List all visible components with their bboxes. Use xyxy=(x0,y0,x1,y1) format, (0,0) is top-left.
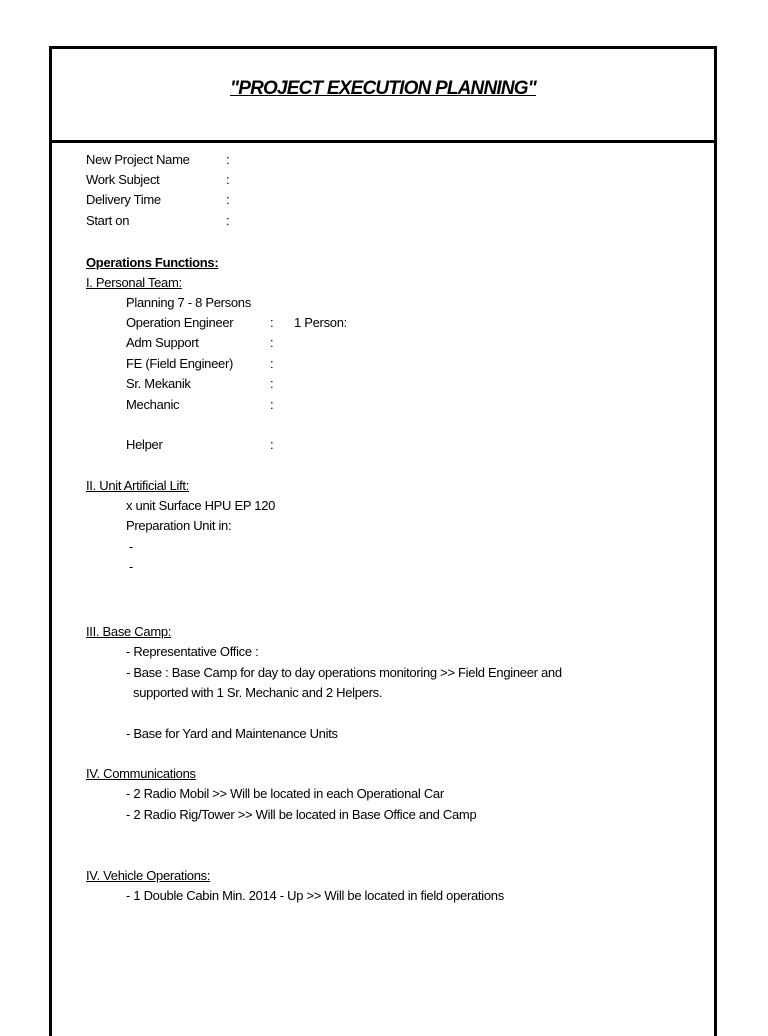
list-item: - xyxy=(129,539,134,554)
section-heading-communications: IV. Communications xyxy=(86,766,196,781)
list-item: supported with 1 Sr. Mechanic and 2 Helpers. xyxy=(133,685,383,700)
field-sep: : xyxy=(226,192,230,207)
list-item: Preparation Unit in: xyxy=(126,518,232,533)
list-item: - Base for Yard and Maintenance Units xyxy=(126,726,338,741)
section-heading-vehicle-operations: IV. Vehicle Operations: xyxy=(86,868,211,883)
planning-persons: Planning 7 - 8 Persons xyxy=(126,295,251,310)
list-item: - xyxy=(129,559,134,574)
role-label: Adm Support xyxy=(126,335,199,350)
field-sep: : xyxy=(226,213,230,228)
field-label-delivery-time: Delivery Time xyxy=(86,192,161,207)
list-item: - 1 Double Cabin Min. 2014 - Up >> Will be located in field operations xyxy=(126,888,504,903)
field-sep: : xyxy=(226,152,230,167)
field-label-project-name: New Project Name xyxy=(86,152,190,167)
role-sep: : xyxy=(270,356,274,371)
role-value: 1 Person: xyxy=(294,315,347,330)
role-sep: : xyxy=(270,376,274,391)
section-heading-artificial-lift: II. Unit Artificial Lift: xyxy=(86,478,190,493)
document-title: "PROJECT EXECUTION PLANNING" xyxy=(230,78,536,99)
section-heading-personal-team: I. Personal Team: xyxy=(86,275,182,290)
role-sep: : xyxy=(270,315,274,330)
role-sep: : xyxy=(270,335,274,350)
role-sep: : xyxy=(270,397,274,412)
role-label: FE (Field Engineer) xyxy=(126,356,234,371)
role-sep: : xyxy=(270,437,274,452)
role-label: Helper xyxy=(126,437,163,452)
role-label: Mechanic xyxy=(126,397,180,412)
list-item: - Base : Base Camp for day to day operations monitoring >> Field Engineer and xyxy=(126,665,562,680)
list-item: x unit Surface HPU EP 120 xyxy=(126,498,276,513)
field-label-start-on: Start on xyxy=(86,213,130,228)
list-item: - 2 Radio Rig/Tower >> Will be located in Base Office and Camp xyxy=(126,807,477,822)
field-label-work-subject: Work Subject xyxy=(86,172,160,187)
list-item: - Representative Office : xyxy=(126,644,259,659)
operations-heading: Operations Functions: xyxy=(86,255,219,270)
role-label: Sr. Mekanik xyxy=(126,376,191,391)
role-label: Operation Engineer xyxy=(126,315,234,330)
field-sep: : xyxy=(226,172,230,187)
title-box xyxy=(52,49,714,143)
list-item: - 2 Radio Mobil >> Will be located in each Operational Car xyxy=(126,786,444,801)
section-heading-base-camp: III. Base Camp: xyxy=(86,624,172,639)
